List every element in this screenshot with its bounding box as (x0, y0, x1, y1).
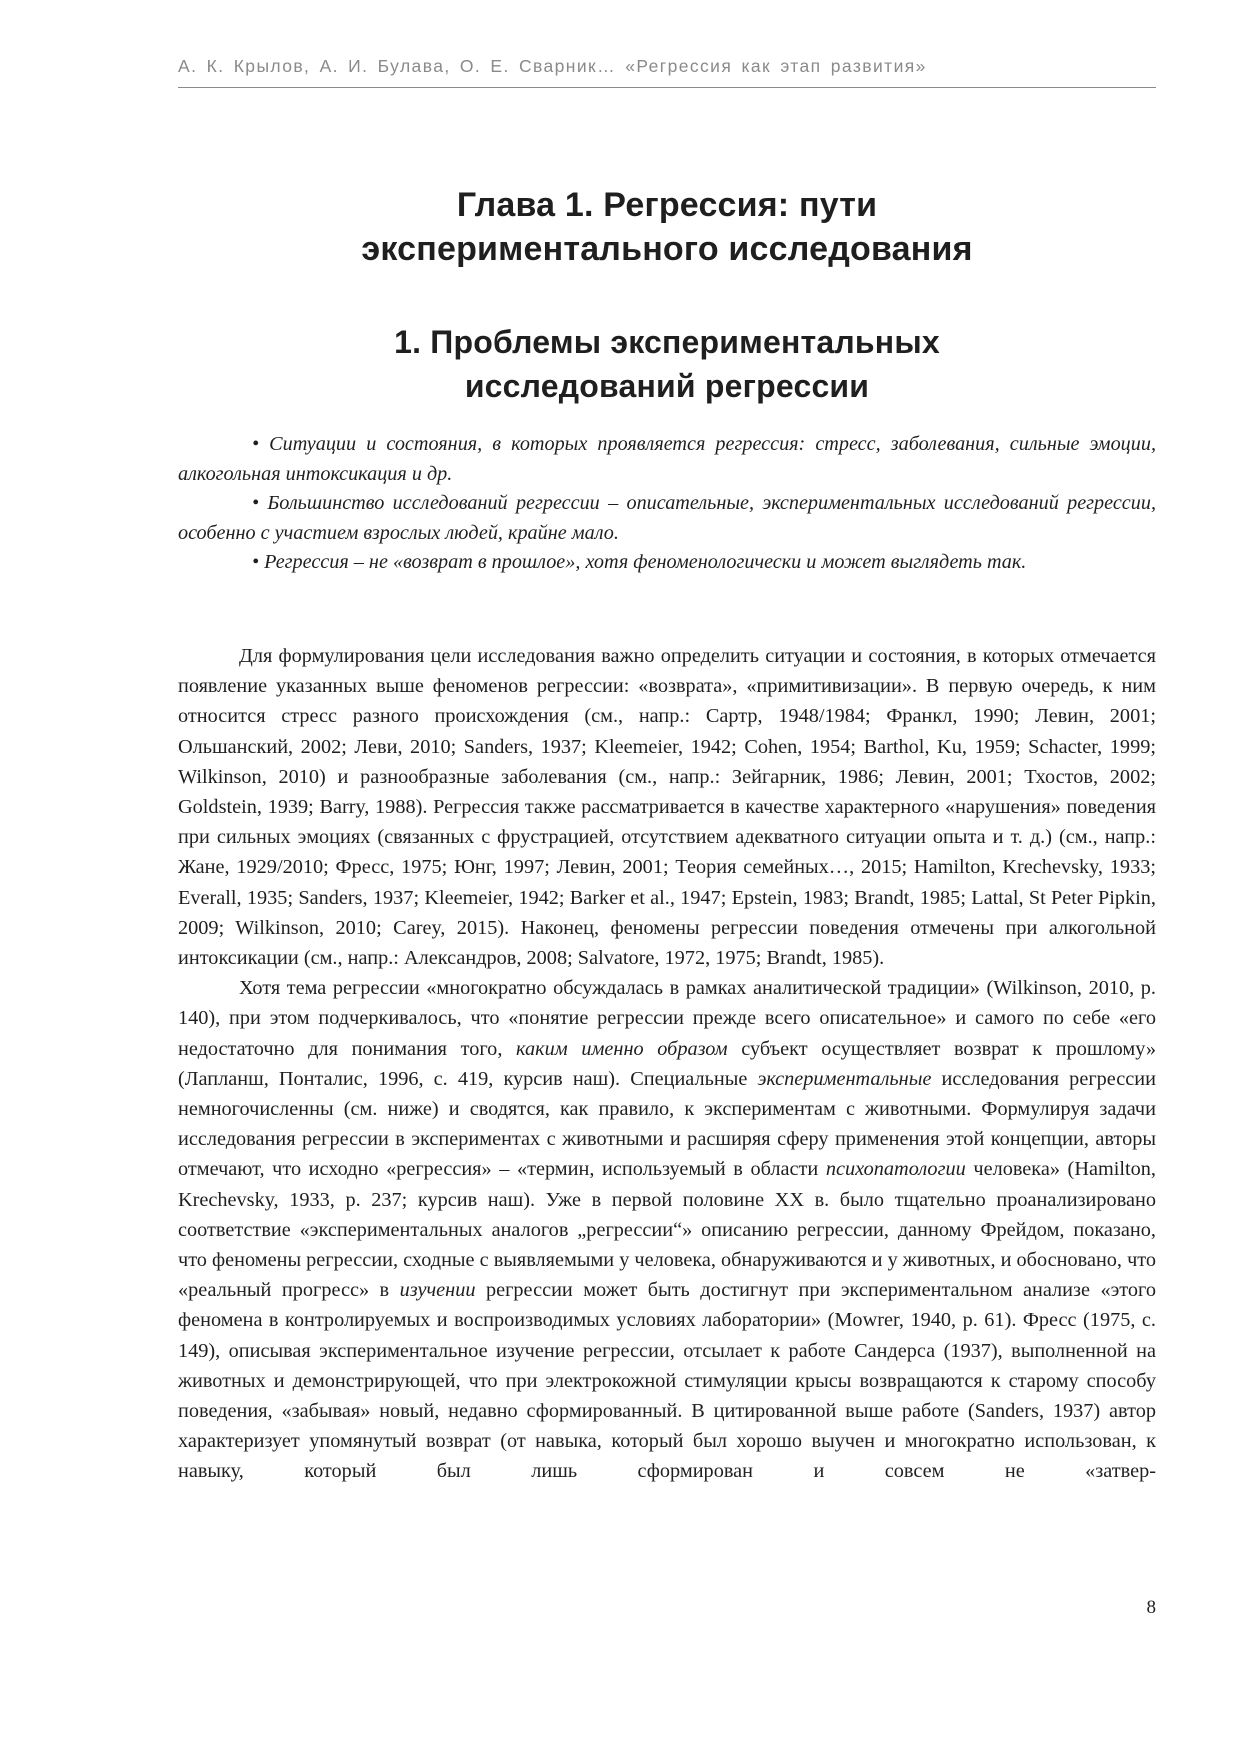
chapter-title-line-1: Глава 1. Регрессия: пути (456, 186, 878, 224)
paragraph-2-text: субъект осуществляет возврат к прошлому» (Лапланш, Понталис, 1996, с. 419, курсив наш). Специальные (178, 1037, 1156, 1090)
section-title (178, 320, 1156, 408)
section-title-line-2: исследований регрессии (464, 368, 870, 404)
paragraph-2-text: Хотя тема регрессии «многократно обсуждалась в рамках аналитической традиции» (Wilkinson, 2010, p. 140), при этом подчеркивалось, что «понятие регрессии прежде всего описательное» и самого по себе «его недостаточно для понимания того, (178, 977, 1156, 1060)
paragraph-2-text: исследования регрессии немногочисленны (см. ниже) и сводятся, как правило, к экспериментам с животными. Формулируя задачи исследования регрессии в экспериментах с животными и расширяя сферу применения этой концепции, авторы отмечают, что исходно «регрессия» – «термин, используемый в области (178, 1067, 1156, 1181)
paragraph-2 (178, 973, 1156, 1486)
paragraph-2-text: человека» (Hamilton, Krechevsky, 1933, p. 237; курсив наш). Уже в первой половине XX в. было тщательно проанализировано соответствие «экспериментальных аналогов „регрессии“» описанию регрессии, данному Фрейдом, показано, что феномены регрессии, сходные с выявляемыми у человека, обнаруживаются и у животных, и обосновано, что «реальный прогресс» в (178, 1158, 1157, 1302)
page-number: 8 (1146, 1597, 1156, 1618)
paragraph-2-emphasis: каким именно образом (516, 1037, 728, 1060)
paragraph-2-emphasis: психопатологии (825, 1158, 966, 1181)
running-head: А. К. Крылов, А. И. Булава, О. Е. Сварник… «Регрессия как этап развития» (178, 56, 927, 76)
key-point: • Большинство исследований регрессии – описательные, экспериментальных исследований регрессии, особенно с участием взрослых людей, крайне мало. (178, 492, 1156, 544)
key-point: • Ситуации и состояния, в которых проявляется регрессия: стресс, заболевания, сильные эмоции, алкогольная интоксикация и др. (178, 433, 1156, 485)
body-text (178, 641, 1156, 1487)
paragraph-1: Для формулирования цели исследования важно определить ситуации и состояния, в которых отмечается появление указанных выше феноменов регрессии: «возврата», «примитивизации». В первую очередь, к ним относится стресс разного происхождения (см., напр.: Сартр, 1948/1984; Франкл, 1990; Левин, 2001; Ольшанский, 2002; Леви, 2010; Sanders, 1937; Kleemeier, 1942; Cohen, 1954; Barthol, Ku, 1959; Schacter, 1999; Wilkinson, 2010) и разнообразные заболевания (см., напр.: Зейгарник, 1986; Левин, 2001; Тхостов, 2002; Goldstein, 1939; Barry, 1988). Регрессия также рассматривается в качестве характерного «нарушения» поведения при сильных эмоциях (связанных с фрустрацией, отсутствием адекватного ситуации опыта и т. д.) (см., напр.: Жане, 1929/2010; Фресс, 1975; Юнг, 1997; Левин, 2001; Теория семейных…, 2015; Hamilton, Krechevsky, 1933; Everall, 1935; Sanders, 1937; Kleemeier, 1942; Barker et al., 1947; Epstein, 1983; Brandt, 1985; Lattal, St Peter Pipkin, 2009; Wilkinson, 2010; Carey, 2015). Наконец, феномены регрессии поведения отмечены при алкогольной интоксикации (см., напр.: Александров, 2008; Salvatore, 1972, 1975; Brandt, 1985). (178, 645, 1156, 970)
header-rule (178, 87, 1156, 88)
key-points (178, 430, 1156, 578)
key-point: • Регрессия – не «возврат в прошлое», хотя феноменологически и может выглядеть так. (252, 551, 1027, 573)
paragraph-2-text: регрессии может быть достигнут при экспериментальном анализе «этого феномена в контролируемых и воспроизводимых условиях лаборатории» (Mowrer, 1940, p. 61). Фресс (1975, с. 149), описывая экспериментальное изучение регрессии, отсылает к работе Сандерса (1937), выполненной на животных и демонстрирующей, что при электрокожной стимуляции крысы возвращаются к старому способу поведения, «забывая» новый, недавно сформированный. В цитированной выше работе (Sanders, 1937) автор характеризует упомянутый возврат (от навыка, который был хорошо выучен и многократно использован, к навыку, который был лишь сформирован и совсем не «затвер- (178, 1279, 1156, 1483)
chapter-title (178, 183, 1156, 271)
paragraph-2-emphasis: изучении (399, 1279, 476, 1302)
paragraph-2-emphasis: экспериментальные (757, 1067, 932, 1090)
section-title-line-1: 1. Проблемы экспериментальных (394, 324, 940, 360)
chapter-title-line-2: экспериментального исследования (361, 230, 973, 268)
